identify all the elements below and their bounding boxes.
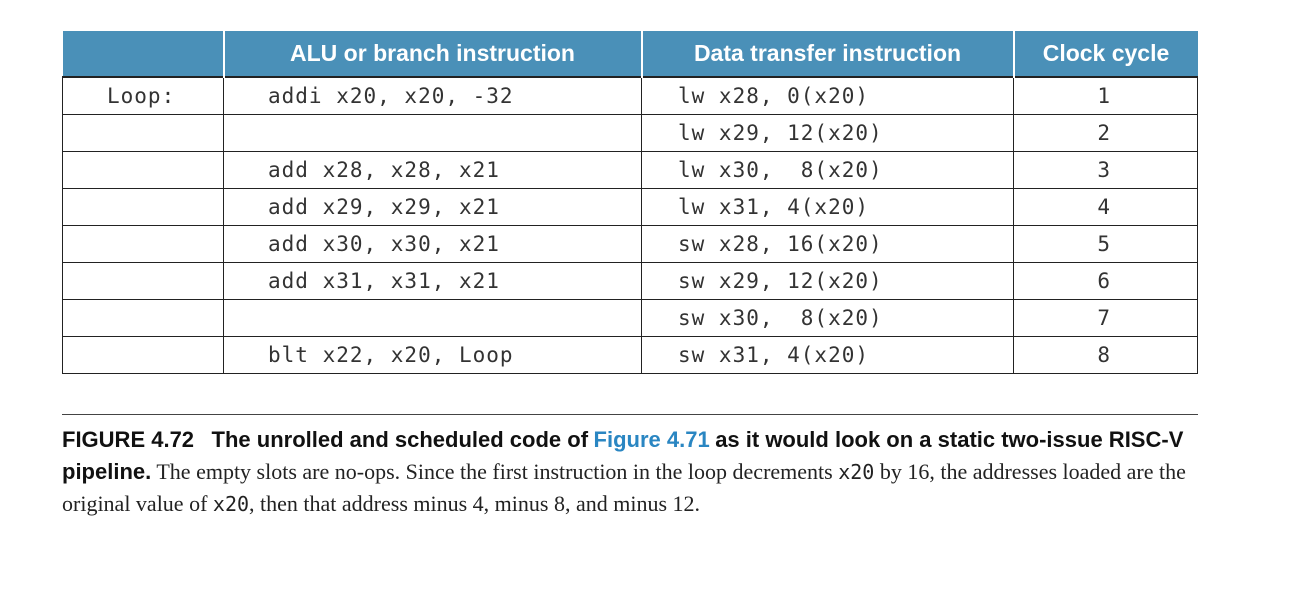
- alu-instruction: add x30, x30, x21: [224, 226, 642, 263]
- clock-cycle: 3: [1014, 152, 1198, 189]
- clock-cycle: 1: [1014, 77, 1198, 115]
- table-row: [63, 77, 1198, 115]
- caption-divider: [62, 414, 1198, 415]
- scheduled-code-table: [62, 31, 1198, 374]
- data-transfer-instruction: sw x28, 16(x20): [642, 226, 1014, 263]
- data-transfer-instruction: lw x30, 8(x20): [642, 152, 1014, 189]
- clock-cycle: 7: [1014, 300, 1198, 337]
- row-label: [63, 189, 224, 226]
- table-row: [63, 115, 1198, 152]
- data-transfer-instruction: lw x28, 0(x20): [642, 77, 1014, 115]
- clock-cycle: 8: [1014, 337, 1198, 374]
- data-transfer-instruction: lw x29, 12(x20): [642, 115, 1014, 152]
- caption-code-1: x20: [838, 460, 875, 484]
- clock-cycle: 6: [1014, 263, 1198, 300]
- header-alu: ALU or branch instruction: [224, 31, 642, 77]
- table-header-row: [63, 31, 1198, 77]
- row-label: [63, 152, 224, 189]
- table-row: [63, 189, 1198, 226]
- row-label: [63, 115, 224, 152]
- alu-instruction: add x29, x29, x21: [224, 189, 642, 226]
- data-transfer-instruction: sw x30, 8(x20): [642, 300, 1014, 337]
- clock-cycle: 5: [1014, 226, 1198, 263]
- row-label: [63, 300, 224, 337]
- header-data-transfer: Data transfer instruction: [642, 31, 1014, 77]
- row-label: Loop:: [63, 77, 224, 115]
- data-transfer-instruction: lw x31, 4(x20): [642, 189, 1014, 226]
- figure-reference-link[interactable]: Figure 4.71: [593, 427, 710, 452]
- caption-code-2: x20: [212, 492, 250, 516]
- alu-instruction: [224, 115, 642, 152]
- alu-instruction: add x28, x28, x21: [224, 152, 642, 189]
- data-transfer-instruction: sw x29, 12(x20): [642, 263, 1014, 300]
- row-label: [63, 226, 224, 263]
- data-transfer-instruction: sw x31, 4(x20): [642, 337, 1014, 374]
- row-label: [63, 263, 224, 300]
- clock-cycle: 2: [1014, 115, 1198, 152]
- table-row: [63, 152, 1198, 189]
- caption-text-3: , then that address minus 4, minus 8, and minus 12.: [249, 491, 700, 516]
- alu-instruction: [224, 300, 642, 337]
- table-row: [63, 263, 1198, 300]
- caption-title-part-2: as it would look on a static two-issue RISC-V pipeline.: [62, 427, 1184, 484]
- figure-label: FIGURE 4.72: [62, 427, 195, 452]
- alu-instruction: addi x20, x20, -32: [224, 77, 642, 115]
- header-label: [63, 31, 224, 77]
- figure-caption: [62, 424, 1202, 520]
- header-clock-cycle: Clock cycle: [1014, 31, 1198, 77]
- table-row: [63, 226, 1198, 263]
- table-row: [63, 300, 1198, 337]
- caption-text-1: The empty slots are no-ops. Since the first instruction in the loop decrements: [156, 459, 833, 484]
- caption-title-part-1: The unrolled and scheduled code of: [211, 427, 589, 452]
- clock-cycle: 4: [1014, 189, 1198, 226]
- row-label: [63, 337, 224, 374]
- caption-text-2: by 16, the addresses loaded are the original value of: [62, 459, 1186, 516]
- table-row: [63, 337, 1198, 374]
- alu-instruction: blt x22, x20, Loop: [224, 337, 642, 374]
- alu-instruction: add x31, x31, x21: [224, 263, 642, 300]
